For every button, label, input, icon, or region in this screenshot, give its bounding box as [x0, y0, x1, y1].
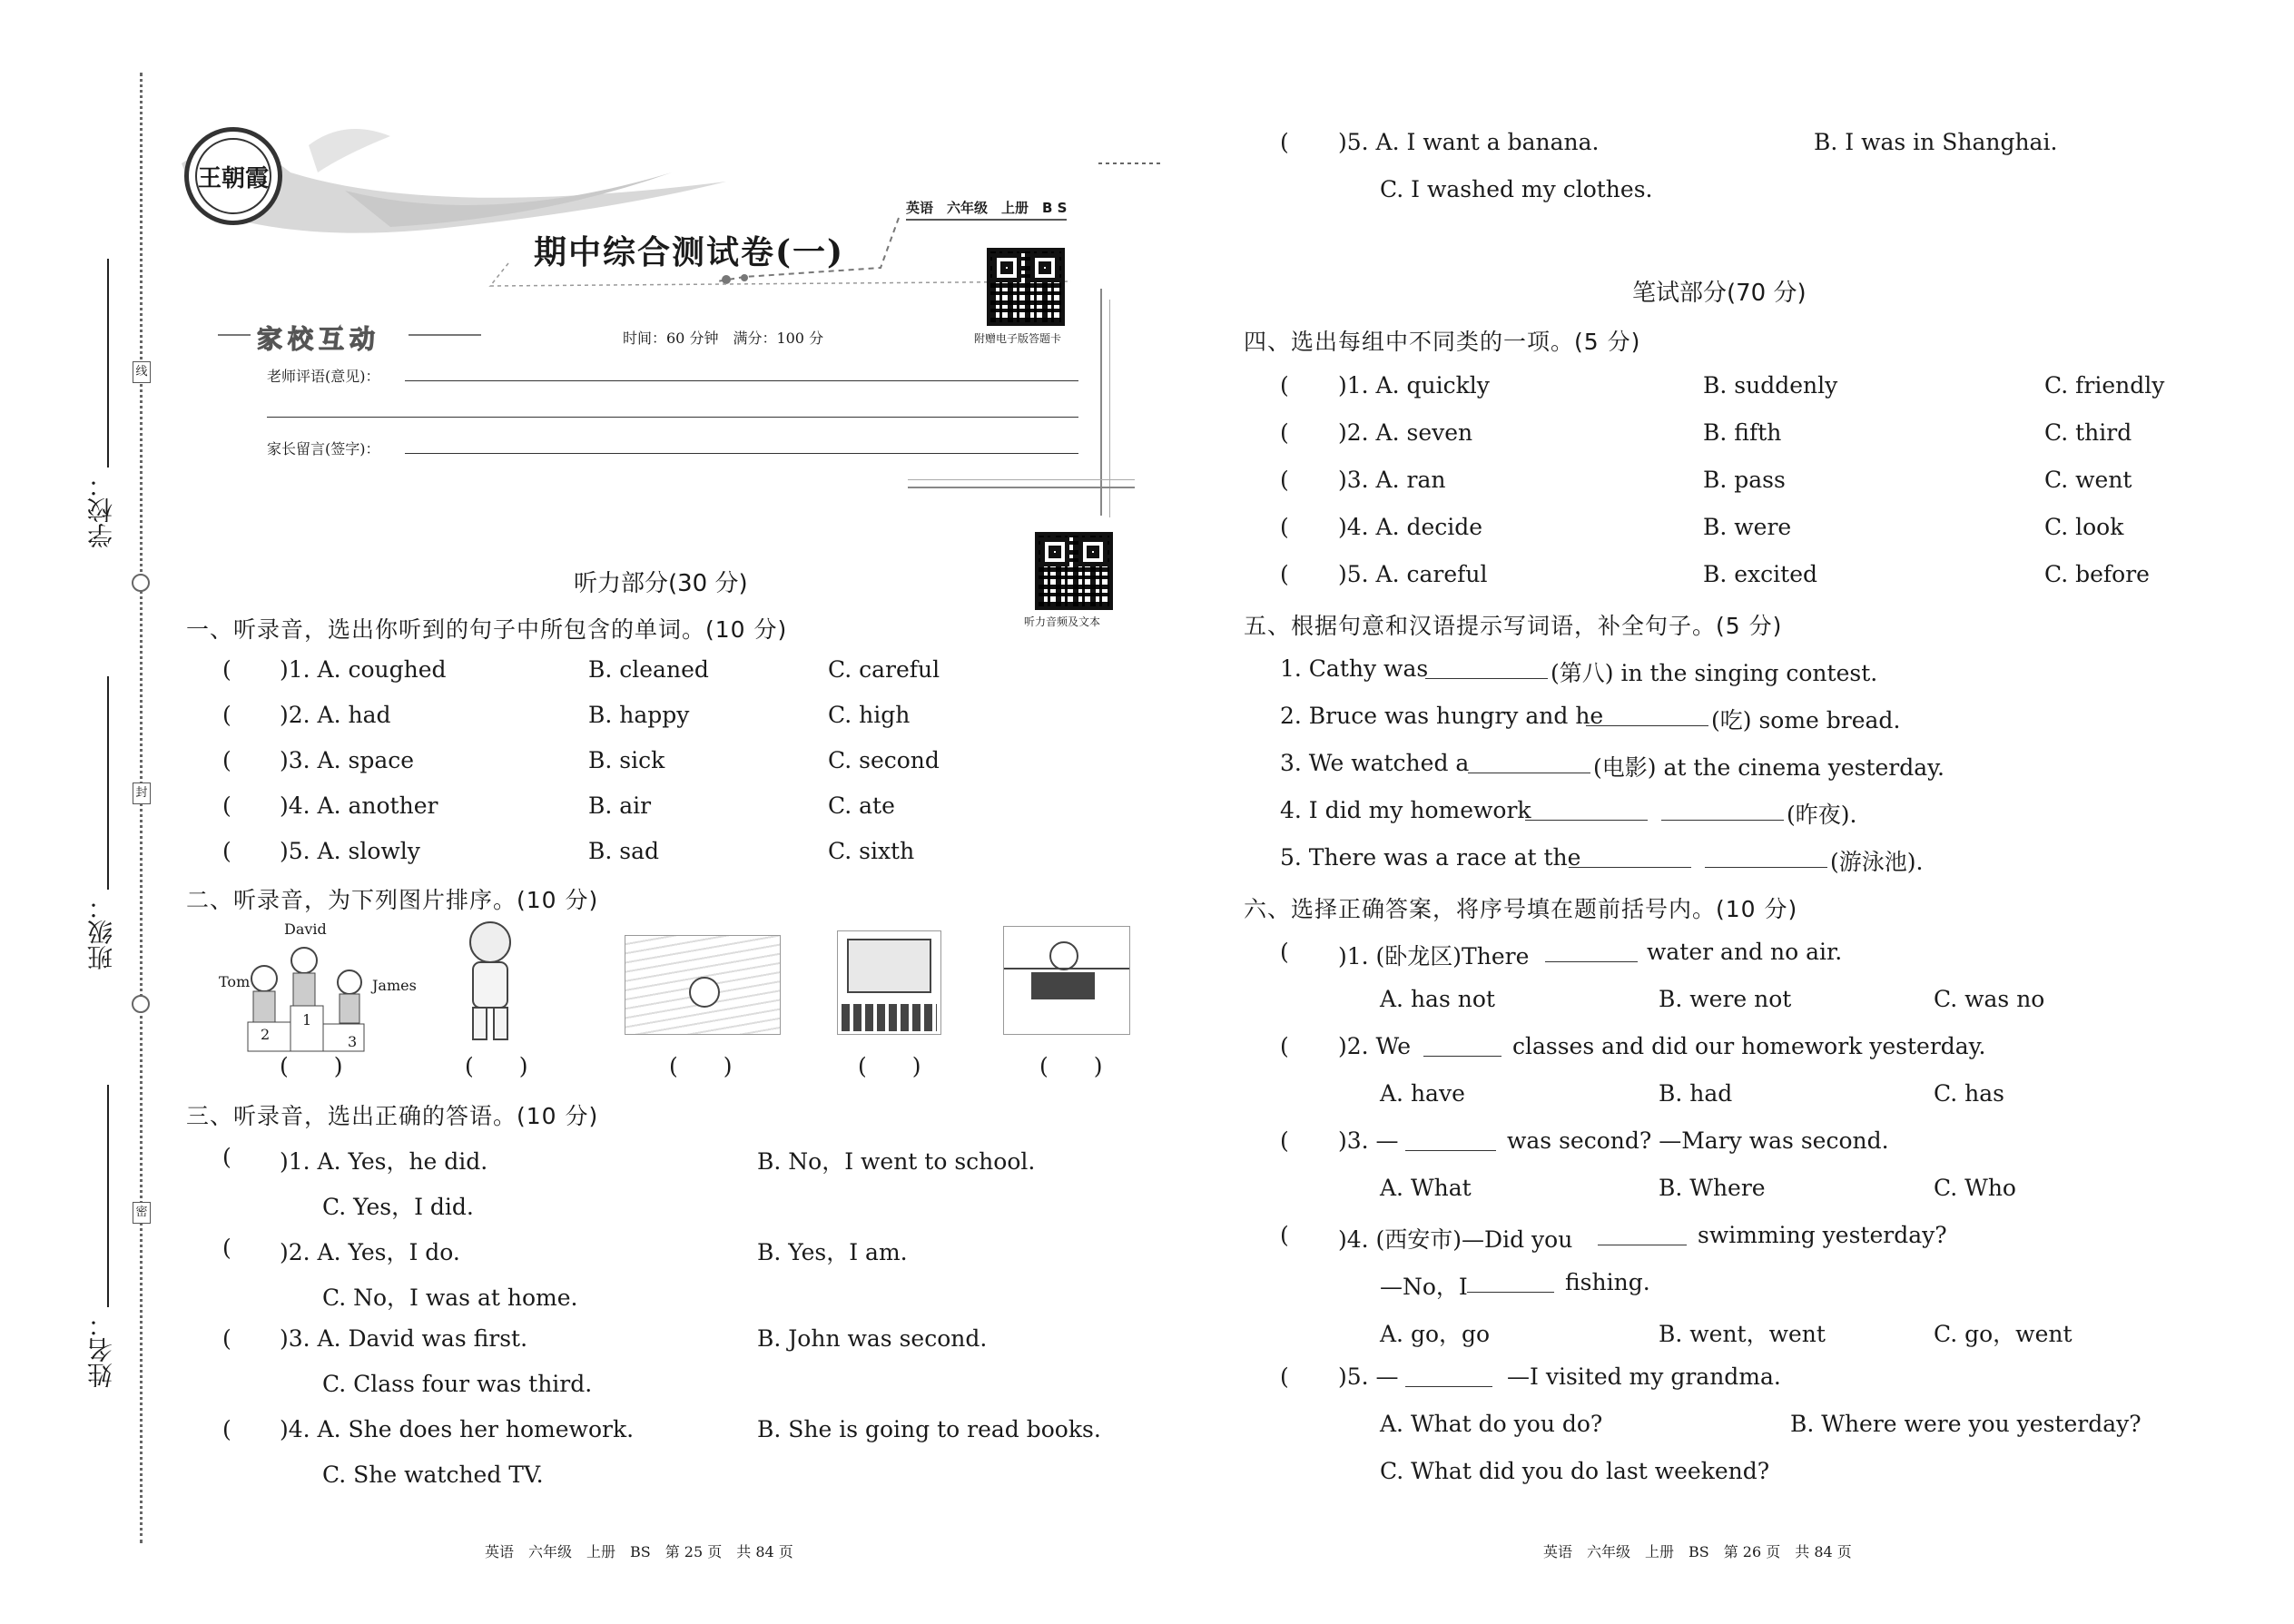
section-1-title: 一、听录音，选出你听到的句子中所包含的单词。(10 分) [186, 616, 788, 643]
frame-line [1100, 289, 1102, 516]
picture-answer-bracket[interactable]: ( ) [1039, 1053, 1103, 1079]
answer-bracket[interactable]: ( [222, 1144, 231, 1170]
school-logo: 王朝霞 [184, 127, 282, 225]
question-option-c: C. third [2044, 419, 2132, 446]
question-option-a: )4. A. She does her homework. [280, 1416, 635, 1442]
writing-section-title: 笔试部分(70 分) [1632, 280, 1807, 307]
page-title: 期中综合测试卷(一) [534, 233, 845, 271]
question-stem-start: )1. (卧龙区)There [1338, 943, 1530, 969]
question-option-a: )1. A. Yes，he did. [280, 1148, 488, 1175]
fill-sentence-start: 3. We watched a [1280, 750, 1470, 776]
exam-time-info: 时间：60 分钟 满分：100 分 [623, 330, 824, 347]
question-option-b: B. suddenly [1703, 372, 1838, 399]
fill-blank[interactable] [1661, 819, 1784, 821]
fill-blank[interactable] [1405, 1385, 1492, 1387]
question-option-c: C. was no [1934, 986, 2045, 1012]
question-option-a: )4. A. decide [1338, 514, 1483, 540]
question-option-c: C. has [1934, 1080, 2004, 1107]
answer-bracket[interactable]: ( [222, 747, 231, 773]
question-option-b: B. were [1703, 514, 1792, 540]
fill-sentence-start: 1. Cathy was [1280, 655, 1429, 682]
fill-blank[interactable] [1468, 772, 1590, 773]
qr-caption: 听力音频及文本 [1024, 615, 1101, 628]
question-option-a: )3. A. ran [1338, 467, 1446, 493]
parent-note-field[interactable] [405, 452, 1078, 454]
question-option-c: C. She watched TV. [322, 1462, 544, 1488]
answer-bracket[interactable]: ( [222, 656, 231, 683]
answer-bracket[interactable]: ( [1280, 1363, 1289, 1390]
binding-dotted-line [140, 73, 143, 1543]
question-option-a: )1. A. quickly [1338, 372, 1490, 399]
answer-bracket[interactable]: ( [222, 1416, 231, 1442]
question-option-a: A. What do you do? [1380, 1411, 1603, 1437]
question-option-a: )4. A. another [280, 792, 438, 819]
question-option-b: B. sad [588, 838, 660, 864]
fill-sentence-start: 4. I did my homework [1280, 797, 1531, 823]
question-option-c: C. friendly [2044, 372, 2165, 399]
fill-sentence-start: 2. Bruce was hungry and he [1280, 703, 1604, 729]
question-stem-end: swimming yesterday? [1698, 1222, 1947, 1248]
astronaut-picture [458, 917, 522, 1044]
question-stem-end: classes and did our homework yesterday. [1512, 1033, 1986, 1059]
podium-name-tom: Tom [219, 973, 251, 990]
question-stem-start: )2. We [1338, 1033, 1412, 1059]
question-option-c: C. look [2044, 514, 2124, 540]
teacher-comment-field-line2[interactable] [267, 416, 1078, 418]
section-2-title: 二、听录音，为下列图片排序。(10 分) [186, 887, 599, 913]
answer-bracket[interactable]: ( [1280, 939, 1289, 965]
section-3-title: 三、听录音，选出正确的答语。(10 分) [186, 1103, 599, 1129]
question-option-b: B. happy [588, 702, 690, 728]
fill-blank[interactable] [1569, 866, 1691, 868]
seal-char: 线 [133, 361, 151, 383]
question-option-b: B. Where [1659, 1175, 1766, 1201]
listening-section-title: 听力部分(30 分) [574, 570, 748, 597]
question-option-b: B. Where were you yesterday? [1790, 1411, 2141, 1437]
question-option-c: C. high [828, 702, 911, 728]
parent-note-label: 家长留言(签字)： [267, 440, 380, 458]
fill-sentence-end: (游泳池). [1830, 849, 1924, 875]
question-option-a: )3. A. David was first. [280, 1325, 528, 1352]
question-option-c: C. What did you do last weekend? [1380, 1458, 1770, 1484]
question-option-a: )5. A. careful [1338, 561, 1488, 587]
page-footer-left: 英语 六年级 上册 BS 第 25 页 共 84 页 [485, 1543, 793, 1560]
question-option-a: )5. A. I want a banana. [1338, 129, 1600, 155]
question-option-b: B. fifth [1703, 419, 1782, 446]
picture-answer-bracket[interactable]: ( ) [858, 1053, 921, 1079]
answer-bracket[interactable]: ( [1280, 514, 1289, 540]
seal-char: 密 [133, 1202, 151, 1224]
question-option-c: C. second [828, 747, 940, 773]
banner-rule [218, 334, 251, 336]
section-4-title: 四、选出每组中不同类的一项。(5 分) [1244, 329, 1641, 355]
question-option-b: B. She is going to read books. [757, 1416, 1101, 1442]
school-label: 学校： [86, 472, 116, 548]
fill-sentence-end: (昨夜). [1787, 802, 1857, 828]
question-option-b: B. John was second. [757, 1325, 988, 1352]
question-option-b: B. were not [1659, 986, 1792, 1012]
question-option-b: B. had [1659, 1080, 1733, 1107]
fill-blank[interactable] [1423, 1055, 1501, 1057]
fill-sentence-end: (吃) some bread. [1711, 707, 1901, 733]
question-option-a: A. What [1380, 1175, 1472, 1201]
fill-sentence-end: (电影) at the cinema yesterday. [1593, 754, 1944, 781]
answer-bracket[interactable]: ( [222, 792, 231, 819]
question-option-b: B. Yes，I am. [757, 1239, 908, 1265]
name-label: 姓名： [86, 1312, 116, 1388]
answer-bracket[interactable]: ( [1280, 129, 1289, 155]
swimming-picture [625, 935, 781, 1035]
class-field[interactable] [107, 676, 109, 890]
fill-blank[interactable] [1425, 677, 1548, 679]
question-option-b: B. sick [588, 747, 665, 773]
frame-line [908, 479, 1135, 480]
question-line-2-start: —No，I [1380, 1274, 1468, 1300]
question-option-a: )2. A. Yes，I do. [280, 1239, 460, 1265]
binding-hole [132, 574, 150, 592]
question-stem-start: )4. (西安市)—Did you [1338, 1226, 1573, 1253]
home-school-banner: 家校互动 [257, 324, 381, 354]
question-option-a: )2. A. had [280, 702, 391, 728]
section-5-title: 五、根据句意和汉语提示写词语，补全句子。(5 分) [1244, 613, 1783, 639]
question-option-a: )3. A. space [280, 747, 415, 773]
question-option-b: B. I was in Shanghai. [1814, 129, 2058, 155]
section-6-title: 六、选择正确答案，将序号填在题前括号内。(10 分) [1244, 896, 1798, 922]
question-option-c: C. I washed my clothes. [1380, 176, 1653, 202]
climbing-picture [1003, 926, 1130, 1035]
question-option-a: )2. A. seven [1338, 419, 1473, 446]
question-option-a: )5. A. slowly [280, 838, 420, 864]
question-option-b: B. No，I went to school. [757, 1148, 1036, 1175]
question-option-c: C. Yes，I did. [322, 1194, 474, 1220]
picture-answer-bracket[interactable]: ( ) [280, 1053, 343, 1079]
podium-number-3: 3 [348, 1033, 358, 1050]
frame-line [908, 487, 1135, 488]
question-option-b: B. excited [1703, 561, 1818, 587]
question-stem-end: —I visited my grandma. [1507, 1363, 1781, 1390]
answer-bracket[interactable]: ( [1280, 561, 1289, 587]
answer-bracket[interactable]: ( [1280, 1127, 1289, 1154]
question-line-2-end: fishing. [1565, 1269, 1650, 1295]
fill-blank[interactable] [1525, 819, 1648, 821]
answer-bracket[interactable]: ( [1280, 1222, 1289, 1248]
question-option-a: A. has not [1380, 986, 1495, 1012]
answer-bracket[interactable]: ( [1280, 1033, 1289, 1059]
podium-number-2: 2 [261, 1026, 271, 1043]
answer-bracket[interactable]: ( [222, 838, 231, 864]
answer-bracket[interactable]: ( [222, 1235, 231, 1261]
fill-sentence-end: (第八) in the singing contest. [1551, 660, 1878, 686]
name-field[interactable] [107, 1085, 109, 1307]
answer-card-qr-code[interactable] [987, 248, 1065, 326]
frame-line [1109, 300, 1110, 517]
podium-name-james: James [372, 977, 417, 994]
banner-rule [409, 334, 481, 336]
question-stem-end: was second? —Mary was second. [1507, 1127, 1889, 1154]
fill-blank[interactable] [1467, 1291, 1554, 1293]
podium-picture [213, 917, 422, 1058]
answer-bracket[interactable]: ( [222, 1325, 231, 1352]
question-option-c: C. go，went [1934, 1321, 2072, 1347]
question-stem-start: )3. — [1338, 1127, 1399, 1154]
question-option-c: C. sixth [828, 838, 915, 864]
page-footer-right: 英语 六年级 上册 BS 第 26 页 共 84 页 [1543, 1543, 1852, 1560]
answer-bracket[interactable]: ( [222, 702, 231, 728]
question-option-c: C. went [2044, 467, 2132, 493]
picture-answer-bracket[interactable]: ( ) [669, 1053, 733, 1079]
question-option-b: B. cleaned [588, 656, 709, 683]
answer-bracket[interactable]: ( [1280, 419, 1289, 446]
teacher-comment-label: 老师评语(意见)： [267, 368, 380, 385]
question-option-c: C. No，I was at home. [322, 1284, 578, 1311]
teacher-comment-field[interactable] [405, 379, 1078, 381]
answer-bracket[interactable]: ( [1280, 467, 1289, 493]
fill-blank[interactable] [1545, 960, 1638, 962]
cinema-picture [837, 930, 941, 1035]
subject-tag: 英语 六年级 上册 B S [906, 198, 1067, 221]
podium-name-david: David [284, 920, 327, 938]
question-option-c: C. ate [828, 792, 895, 819]
qr-caption: 附赠电子版答题卡 [974, 332, 1062, 345]
question-option-b: B. went，went [1659, 1321, 1826, 1347]
fill-sentence-start: 5. There was a race at the [1280, 844, 1581, 871]
question-stem-end: water and no air. [1647, 939, 1843, 965]
question-option-a: A. go，go [1380, 1321, 1491, 1347]
fill-blank[interactable] [1598, 1244, 1687, 1245]
question-option-c: C. Class four was third. [322, 1371, 593, 1397]
binding-hole [132, 995, 150, 1013]
class-label: 班级： [86, 894, 116, 970]
question-option-a: A. have [1380, 1080, 1465, 1107]
question-option-b: B. pass [1703, 467, 1786, 493]
question-option-c: C. before [2044, 561, 2150, 587]
question-option-c: C. careful [828, 656, 940, 683]
fill-blank[interactable] [1586, 724, 1708, 726]
podium-number-1: 1 [302, 1011, 312, 1029]
question-option-b: B. air [588, 792, 652, 819]
question-stem-start: )5. — [1338, 1363, 1399, 1390]
seal-char: 封 [133, 782, 151, 804]
fill-blank[interactable] [1405, 1149, 1496, 1151]
fill-blank[interactable] [1705, 866, 1827, 868]
question-option-a: )1. A. coughed [280, 656, 447, 683]
question-option-c: C. Who [1934, 1175, 2016, 1201]
picture-answer-bracket[interactable]: ( ) [465, 1053, 528, 1079]
listening-audio-qr-code[interactable] [1035, 532, 1113, 610]
school-field[interactable] [107, 259, 109, 468]
answer-bracket[interactable]: ( [1280, 372, 1289, 399]
